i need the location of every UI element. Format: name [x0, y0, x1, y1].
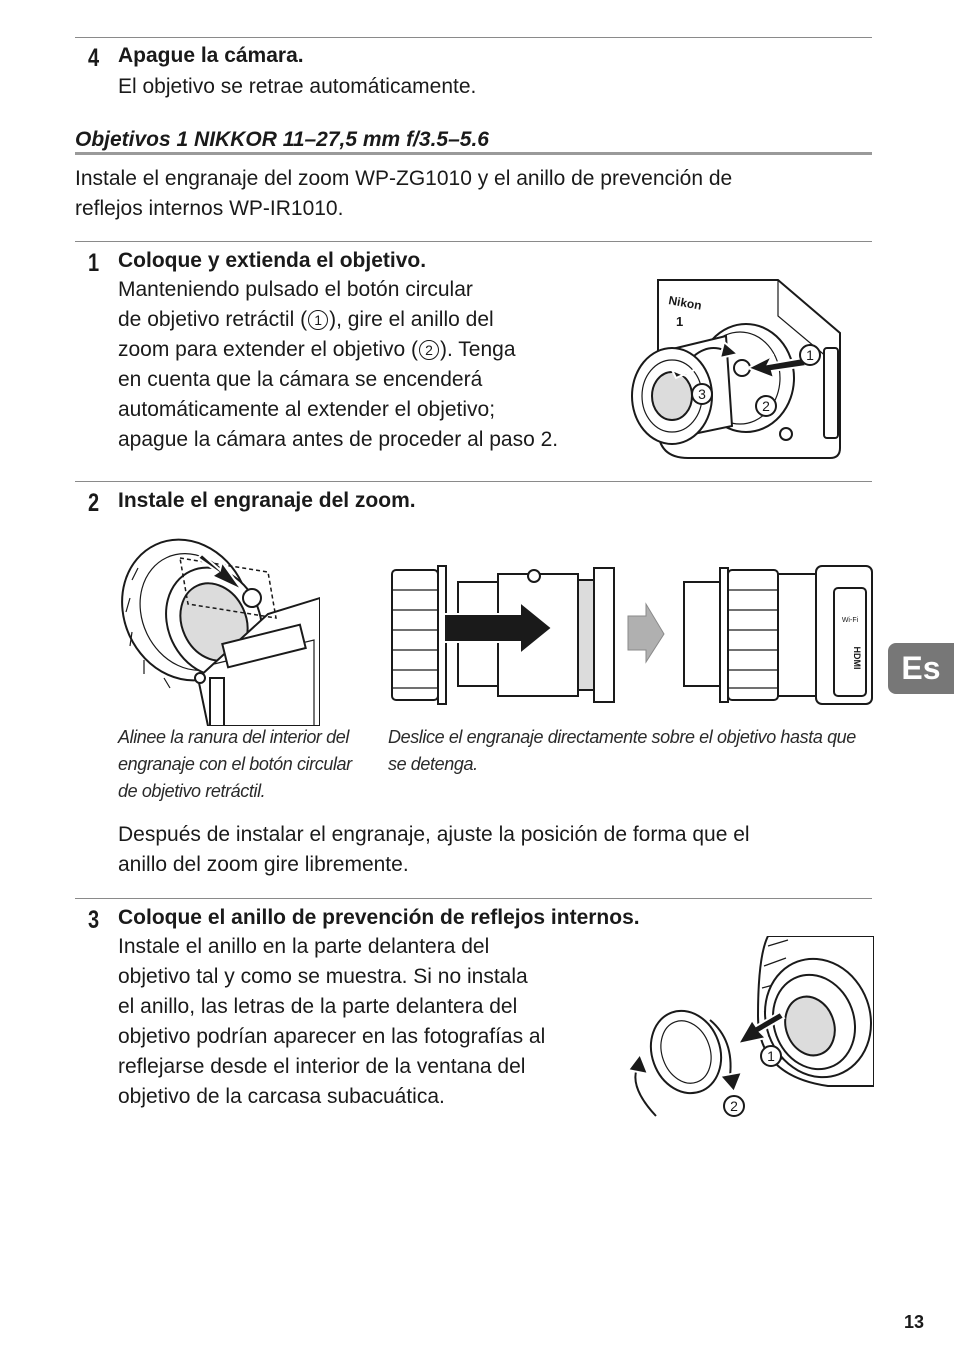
camera-model-text: 1 [676, 314, 684, 329]
step-4-text [118, 72, 476, 102]
gear-alignment-illustration [118, 528, 320, 726]
step-3-line-4: objetivo podrían aparecer en las fotografías al [118, 1025, 546, 1048]
step-4-number: 4 [88, 44, 99, 72]
step-3-rule [75, 898, 872, 899]
step-2-title: Instale el engranaje del zoom. [118, 489, 416, 512]
step-1-text [118, 275, 558, 455]
section-heading-rule [75, 152, 872, 155]
step-3-line-3: el anillo, las letras de la parte delantera del [118, 995, 518, 1018]
intro-line-1: Instale el engranaje del zoom WP-ZG1010 y el anillo de prevención de [75, 167, 733, 190]
section-heading: Objetivos 1 NIKKOR 11–27,5 mm f/3.5–5.6 [75, 128, 489, 151]
caption-right-line-2: se detenga. [388, 754, 478, 774]
ring-label-circle-1: 1 [767, 1048, 775, 1064]
step-1-line-5: automáticamente al extender el objetivo; [118, 398, 496, 421]
caption-right [388, 724, 874, 778]
step-1-rule [75, 241, 872, 242]
step-2-number: 2 [88, 489, 99, 517]
label-circle-3: 3 [698, 386, 706, 402]
step-1-line-4: en cuenta que la cámara se encenderá [118, 368, 483, 391]
camera-brand-text: Nikon [667, 293, 703, 313]
step-3-line-2: objetivo tal y como se muestra. Si no instala [118, 965, 528, 988]
language-tab: Es [888, 643, 954, 694]
top-rule [75, 37, 872, 38]
step-3-number: 3 [88, 906, 99, 934]
step-1-line-3: zoom para extender el objetivo ( 2 ). Tenga [118, 338, 516, 361]
section-intro [75, 164, 732, 224]
step-2-after-line-1: Después de instalar el engranaje, ajuste la posición de forma que el [118, 823, 750, 846]
step-2-rule [75, 481, 872, 482]
step-1-line-6: apague la cámara antes de proceder al paso 2. [118, 428, 559, 451]
step-3-line-5: reflejarse desde el interior de la ventana del [118, 1055, 526, 1078]
step-4-line: El objetivo se retrae automáticamente. [118, 75, 477, 98]
label-circle-1: 1 [806, 347, 814, 363]
ring-label-circle-2: 2 [730, 1098, 738, 1114]
step-2-after-line-2: anillo del zoom gire libremente. [118, 853, 409, 876]
caption-left [118, 724, 352, 805]
caption-left-line-1: Alinee la ranura del interior del [118, 727, 349, 747]
step-3-line-6: objetivo de la carcasa subacuática. [118, 1085, 445, 1108]
caption-right-line-1: Deslice el engranaje directamente sobre el objetivo hasta que [388, 727, 856, 747]
page-number: 13 [904, 1312, 925, 1332]
step-1-number: 1 [88, 249, 99, 277]
circled-number-1: 1 [308, 310, 328, 330]
intro-line-2: reflejos internos WP-IR1010. [75, 197, 344, 220]
step-1-line-1: Manteniendo pulsado el botón circular [118, 278, 473, 301]
step-4-title: Apague la cámara. [118, 44, 304, 67]
caption-left-line-2: engranaje con el botón circular [118, 754, 352, 774]
step-2-after-text [118, 820, 750, 880]
step-1-line-2: de objetivo retráctil ( 1 ), gire el anillo del [118, 308, 494, 331]
wifi-label: Wi-Fi [841, 617, 859, 624]
camera-lens-extend-illustration [628, 278, 850, 470]
step-3-title: Coloque el anillo de prevención de reflejos internos. [118, 906, 640, 929]
step-3-text [118, 932, 545, 1112]
hdmi-label: HDMI [852, 646, 862, 670]
caption-left-line-3: de objetivo retráctil. [118, 781, 266, 801]
step-1-title: Coloque y extienda el objetivo. [118, 249, 427, 272]
step-3-line-1: Instale el anillo en la parte delantera del [118, 935, 490, 958]
label-circle-2: 2 [762, 398, 770, 414]
ring-install-illustration [618, 936, 874, 1126]
circled-number-2: 2 [419, 340, 439, 360]
gear-slide-illustration [388, 562, 874, 708]
